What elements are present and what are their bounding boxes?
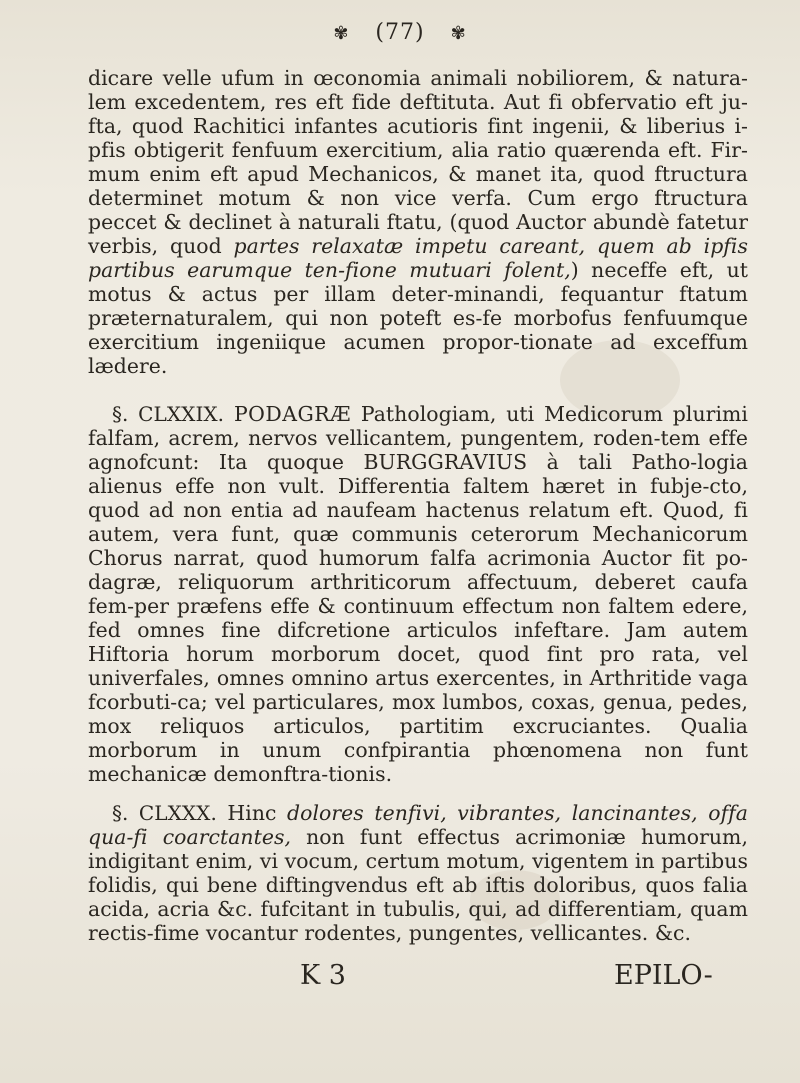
signature-mark: K 3 — [300, 960, 346, 991]
italic-quote: dolores tenfivi, vibrantes, lancinantes, offa qua-fi coarctantes, — [88, 801, 748, 849]
section-number: §. CLXXIX. — [112, 402, 225, 426]
paragraph-continuation: dicare velle ufum in œconomia animali nobiliorem, & natura-lem excedentem, res eft fide deftituta. Aut fi obfervatio eft ju-fta, quod Rachitici infantes acutioris fint ingenii, & liberius i-pfis obtigerit fenfuum exercitium, alia ratio quærenda eft. Fir-mum enim eft apud Mechanicos, & manet ita, quod ftructura determinet motum & non vice verfa. Cum ergo ftructura peccet & declinet à naturali ftatu, (quod Auctor abundè fatetur verbis, quod partes relaxatæ impetu careant, quem ab ipfis partibus earumque ten-fione mutuari folent,) neceffe eft, ut motus & actus per illam deter-minandi, fequantur ftatum præternaturalem, qui non poteft es-fe morbofus fenfuumque exercitium ingeniique acumen propor-tionate ad exceffum lædere. — [88, 66, 749, 378]
section-body: non funt effectus acrimoniæ humorum, indigitant enim, vi vocum, certum motum, vigentem in partibus folidis, qui bene diftingvendus eft ab iftis doloribus, quos falia acida, acria &c. fufcitant in tubulis, qui, ad differentiam, quam rectis-fime vocantur rodentes, pungentes, vellicantes. &c. — [88, 825, 748, 945]
catchword: EPILO- — [614, 960, 713, 991]
page-header — [0, 20, 800, 45]
section-lead: Hinc — [227, 801, 277, 825]
ornament-left-icon: ✾ — [333, 23, 350, 44]
section-keyword: PODAGRÆ — [233, 402, 352, 426]
italic-quote: partes relaxatæ impetu careant, quem ab ipfis partibus earumque ten-fione mutuari folent, — [88, 234, 748, 282]
section-clxxix — [88, 402, 748, 786]
ornament-right-icon: ✾ — [450, 23, 467, 44]
section-number: §. CLXXX. — [112, 801, 217, 825]
page-number: (77) — [375, 20, 425, 45]
section-clxxx — [88, 801, 748, 945]
section-body: Pathologiam, uti Medicorum plurimi falfam, acrem, nervos vellicantem, pungentem, roden-tem effe agnofcunt: Ita quoque BURGGRAVIUS à tali Patho-logia alienus effe non vult. Differentia faltem hæret in fubje-cto, quod ad non entia ad naufeam hactenus relatum eft. Quod, fi autem, vera funt, quæ communis ceterorum Mechanicorum Chorus narrat, quod humorum falfa acrimonia Auctor fit po-dagræ, reliquorum arthriticorum affectuum, deberet caufa fem-per præfens effe & continuum effectum non faltem edere, fed omnes fine difcretione articulos infeftare. Jam autem Hiftoria horum morborum docet, quod fint pro rata, vel univerfales, omnes omnino artus exercentes, in Arthritide vaga fcorbuti-ca; vel particulares, mox lumbos, coxas, genua, pedes, mox reliquos articulos, partitim excruciantes. Qualia morborum in unum confpirantia phœnomena non funt mechanicæ demonftra-tionis. — [88, 402, 748, 786]
